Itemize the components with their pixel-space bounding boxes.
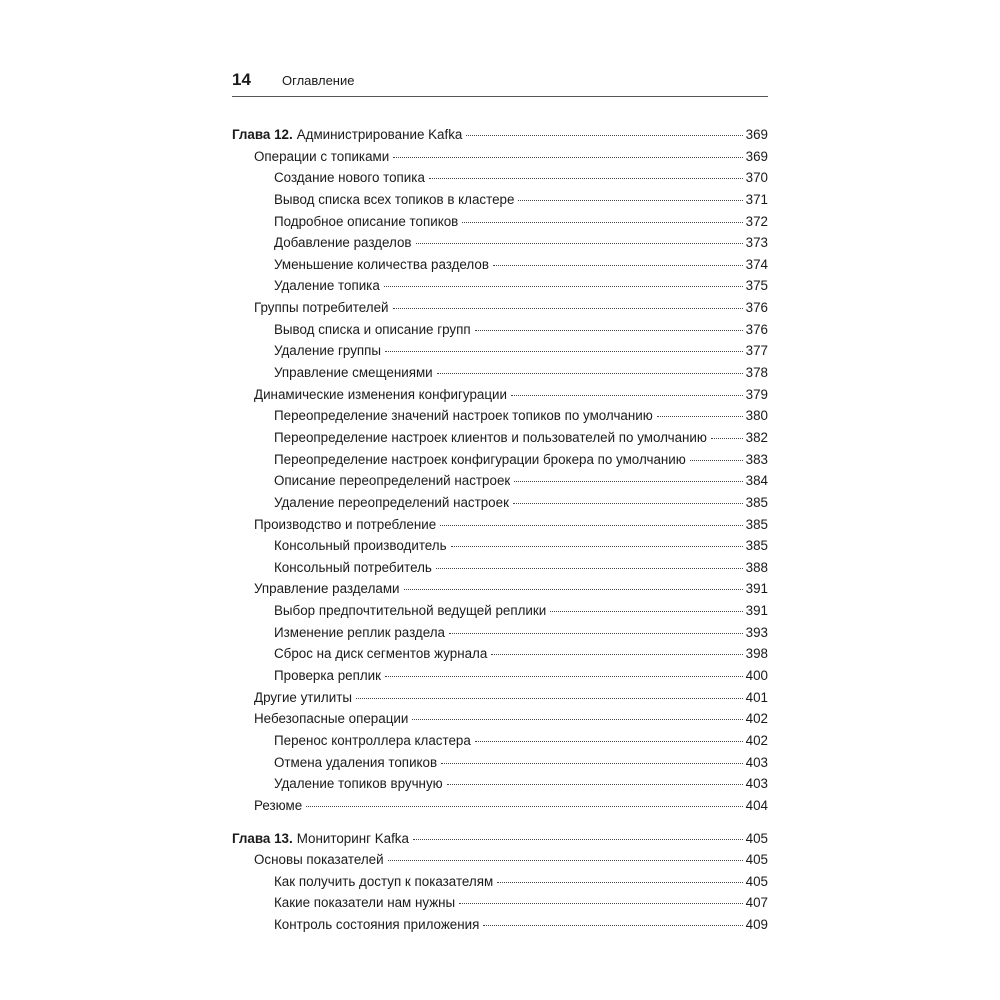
entry-title: Какие показатели нам нужны (274, 895, 456, 911)
page-header (232, 70, 768, 97)
chapter-block (232, 124, 768, 817)
entry-page-number: 401 (745, 689, 768, 705)
entry-title: Операции с топиками (254, 148, 390, 164)
toc-subsection-entry (232, 254, 768, 276)
entry-page-number: 405 (745, 852, 768, 868)
dot-leader (513, 502, 743, 504)
entry-title: Динамические изменения конфигурации (254, 386, 507, 402)
chapter-block (232, 828, 768, 936)
dot-leader (449, 632, 743, 634)
dot-leader (356, 697, 743, 699)
dot-leader (483, 924, 742, 926)
toc-subsection-entry (232, 730, 768, 752)
entry-page-number: 376 (745, 321, 768, 337)
entry-title: Переопределение настроек клиентов и пользователей по умолчанию (274, 429, 707, 445)
toc-section-entry (232, 297, 768, 319)
toc-subsection-entry (232, 167, 768, 189)
entry-title: Добавление разделов (274, 235, 412, 251)
dot-leader (437, 372, 743, 374)
entry-page-number: 375 (745, 278, 768, 294)
entry-page-number: 407 (745, 895, 768, 911)
entry-page-number: 398 (745, 646, 768, 662)
entry-page-number: 373 (745, 235, 768, 251)
toc-subsection-entry (232, 189, 768, 211)
dot-leader (459, 902, 742, 904)
entry-page-number: 377 (745, 343, 768, 359)
entry-page-number: 402 (745, 732, 768, 748)
toc-section-entry (232, 146, 768, 168)
toc-subsection-entry (232, 752, 768, 774)
entry-page-number: 384 (745, 473, 768, 489)
chapter-label: Глава 12. (232, 127, 293, 142)
toc-subsection-entry (232, 362, 768, 384)
entry-title: Создание нового топика (274, 170, 425, 186)
entry-title: Группы потребителей (254, 300, 389, 316)
dot-leader (657, 415, 743, 417)
dot-leader (416, 242, 743, 244)
dot-leader (475, 329, 743, 331)
entry-page-number: 378 (745, 365, 768, 381)
entry-page-number: 403 (745, 754, 768, 770)
entry-page-number: 379 (745, 386, 768, 402)
dot-leader (475, 740, 743, 742)
entry-title: Удаление переопределений настроек (274, 494, 509, 510)
toc-subsection-entry (232, 622, 768, 644)
dot-leader (497, 881, 742, 883)
dot-leader (711, 437, 743, 439)
dot-leader (550, 610, 742, 612)
entry-page-number: 385 (745, 538, 768, 554)
entry-page-number: 391 (745, 581, 768, 597)
entry-title: Удаление топика (274, 278, 380, 294)
toc-subsection-entry (232, 773, 768, 795)
toc-subsection-entry (232, 232, 768, 254)
dot-leader (306, 805, 742, 807)
entry-page-number: 405 (745, 873, 768, 889)
toc-section-entry (232, 384, 768, 406)
entry-title: Резюме (254, 797, 303, 813)
dot-leader (436, 567, 743, 569)
toc-chapter-entry (232, 124, 768, 146)
dot-leader (393, 307, 743, 309)
dot-leader (451, 545, 743, 547)
entry-page-number: 369 (745, 148, 768, 164)
entry-page-number: 405 (745, 830, 768, 846)
toc-subsection-entry (232, 449, 768, 471)
dot-leader (385, 350, 743, 352)
toc-section-entry (232, 849, 768, 871)
dot-leader (518, 199, 742, 201)
dot-leader (447, 783, 743, 785)
dot-leader (466, 134, 742, 136)
dot-leader (412, 718, 742, 720)
toc-subsection-entry (232, 557, 768, 579)
entry-page-number: 404 (745, 797, 768, 813)
toc-subsection-entry (232, 665, 768, 687)
entry-page-number: 403 (745, 776, 768, 792)
toc-section-entry (232, 795, 768, 817)
dot-leader (514, 480, 742, 482)
toc-subsection-entry (232, 470, 768, 492)
entry-page-number: 372 (745, 213, 768, 229)
entry-title: Как получить доступ к показателям (274, 873, 494, 889)
entry-title: Переопределение значений настроек топиков по умолчанию (274, 408, 653, 424)
entry-title: Консольный производитель (274, 538, 447, 554)
entry-page-number: 370 (745, 170, 768, 186)
entry-title: Вывод списка и описание групп (274, 321, 471, 337)
toc-subsection-entry (232, 492, 768, 514)
entry-page-number: 409 (745, 917, 768, 933)
toc-subsection-entry (232, 535, 768, 557)
dot-leader (388, 859, 743, 861)
entry-title: Контроль состояния приложения (274, 917, 480, 933)
entry-title: Описание переопределений настроек (274, 473, 511, 489)
entry-page-number: 402 (745, 711, 768, 727)
dot-leader (404, 588, 743, 590)
toc-chapter-entry (232, 828, 768, 850)
dot-leader (384, 285, 743, 287)
entry-title: Другие утилиты (254, 689, 352, 705)
entry-page-number: 385 (745, 516, 768, 532)
toc-subsection-entry (232, 600, 768, 622)
entry-page-number: 380 (745, 408, 768, 424)
entry-title: Подробное описание топиков (274, 213, 459, 229)
entry-page-number: 388 (745, 559, 768, 575)
entry-page-number: 400 (745, 668, 768, 684)
entry-title: Мониторинг Kafka (296, 830, 409, 846)
dot-leader (429, 177, 743, 179)
toc-subsection-entry (232, 340, 768, 362)
entry-page-number: 374 (745, 256, 768, 272)
dot-leader (511, 394, 743, 396)
entry-title: Удаление группы (274, 343, 382, 359)
entry-page-number: 382 (745, 429, 768, 445)
entry-title: Отмена удаления топиков (274, 754, 438, 770)
toc-section-entry (232, 578, 768, 600)
entry-title: Удаление топиков вручную (274, 776, 443, 792)
entry-page-number: 376 (745, 300, 768, 316)
entry-title: Управление смещениями (274, 365, 433, 381)
dot-leader (462, 221, 742, 223)
toc-subsection-entry (232, 914, 768, 936)
toc-subsection-entry (232, 892, 768, 914)
entry-title: Уменьшение количества разделов (274, 256, 489, 272)
dot-leader (493, 264, 743, 266)
page-number: 14 (232, 70, 251, 89)
entry-title: Основы показателей (254, 852, 384, 868)
toc-subsection-entry (232, 643, 768, 665)
entry-page-number: 393 (745, 624, 768, 640)
toc-subsection-entry (232, 405, 768, 427)
entry-title: Проверка реплик (274, 668, 381, 684)
toc-subsection-entry (232, 319, 768, 341)
dot-leader (413, 838, 743, 840)
entry-page-number: 371 (745, 191, 768, 207)
toc-section-entry (232, 687, 768, 709)
entry-title: Управление разделами (254, 581, 400, 597)
chapter-label: Глава 13. (232, 830, 293, 846)
toc-subsection-entry (232, 275, 768, 297)
dot-leader (690, 459, 743, 461)
entry-title: Администрирование Kafka (296, 127, 463, 142)
entry-title: Перенос контроллера кластера (274, 732, 471, 748)
toc-subsection-entry (232, 871, 768, 893)
toc-subsection-entry (232, 211, 768, 233)
dot-leader (440, 524, 742, 526)
entry-page-number: 391 (745, 603, 768, 619)
running-head: Оглавление (282, 73, 355, 88)
entry-title: Выбор предпочтительной ведущей реплики (274, 603, 547, 619)
entry-title: Переопределение настроек конфигурации брокера по умолчанию (274, 451, 686, 467)
entry-title: Производство и потребление (254, 516, 437, 532)
toc-section-entry (232, 708, 768, 730)
dot-leader (393, 156, 742, 158)
table-of-contents (232, 124, 768, 936)
toc-subsection-entry (232, 427, 768, 449)
toc-section-entry (232, 514, 768, 536)
entry-title: Вывод списка всех топиков в кластере (274, 191, 515, 207)
entry-title: Изменение реплик раздела (274, 624, 445, 640)
dot-leader (491, 653, 742, 655)
entry-page-number: 369 (745, 127, 768, 142)
dot-leader (385, 675, 743, 677)
entry-title: Небезопасные операции (254, 711, 409, 727)
entry-title: Консольный потребитель (274, 559, 432, 575)
entry-page-number: 385 (745, 494, 768, 510)
entry-page-number: 383 (745, 451, 768, 467)
entry-title: Сброс на диск сегментов журнала (274, 646, 488, 662)
dot-leader (441, 762, 743, 764)
